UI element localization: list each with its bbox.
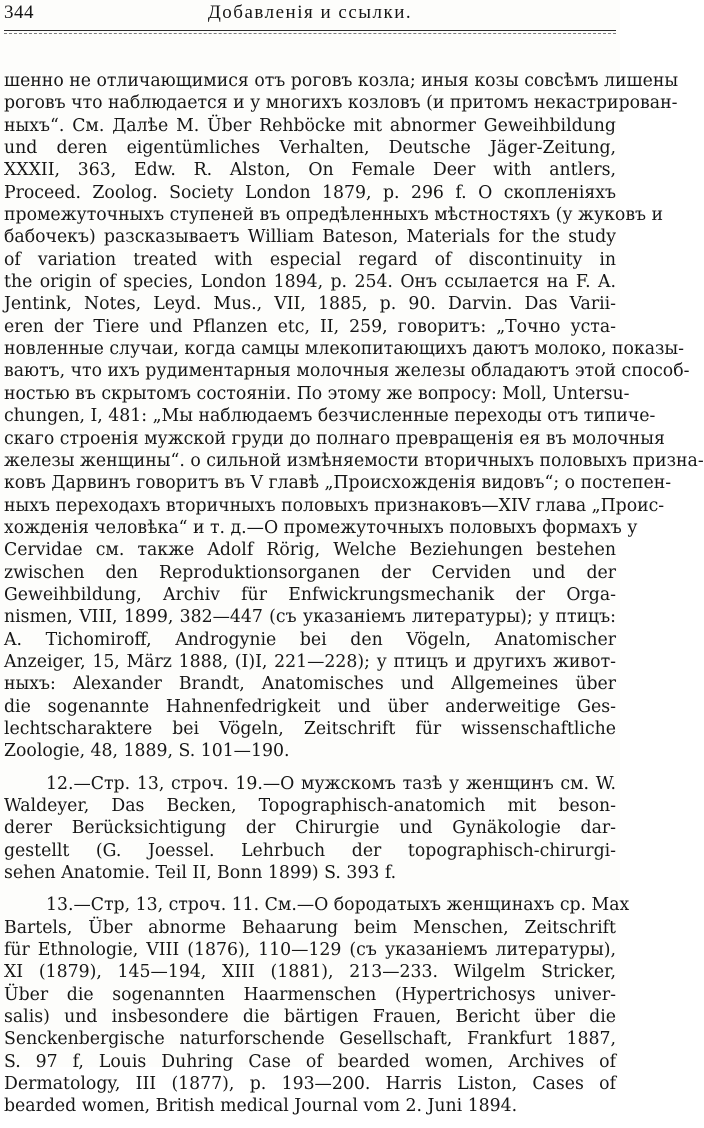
text-line: für Ethnologie, VIII (1876), 110—129 (съ указаніемъ литературы),	[4, 940, 616, 961]
header-rule-secondary	[4, 33, 616, 34]
paragraph-p2	[4, 773, 616, 885]
text-line: derer Berücksichtigung der Chirurgie und Gynäkologie dar-	[4, 818, 616, 839]
text-line: the origin of species, London 1894, p. 254. Онъ ссылается на F. A.	[4, 272, 616, 293]
text-line: Geweihbildung, Archiv für Enfwickrungsmechanik der Orga-	[4, 584, 616, 605]
text-line: Dermatology, III (1877), p. 193—200. Harris Liston, Cases of	[4, 1074, 616, 1095]
text-line: хожденія человѣка“ и т. д.—О промежуточныхъ половыхъ формахъ у	[4, 517, 638, 538]
header-rule	[4, 30, 616, 31]
text-line: ныхъ переходахъ вторичныхъ половыхъ признаковъ—XIV глава „Проис-	[4, 495, 665, 516]
text-line: Zoologie, 48, 1889, S. 101—190.	[4, 741, 290, 762]
text-line: ныхъ“. См. Далѣе M. Über Rehböcke mit abnormer Geweihbildung	[4, 115, 616, 136]
text-line: S. 97 f, Louis Duhring Case of bearded women, Archives of	[4, 1051, 616, 1072]
text-line: 13.—Стр, 13, строч. 11. См.—О бородатыхъ женщинахъ ср. Max	[46, 895, 630, 916]
text-line: Waldeyer, Das Becken, Topographisch-anatomich mit beson-	[4, 796, 616, 816]
text-line: gestellt (G. Joessel. Lehrbuch der topographisch-chirurgi-	[4, 840, 616, 861]
text-line: lechtscharaktere bei Vögeln, Zeitschrift für wissenschaftliche	[4, 718, 616, 739]
body-text	[4, 70, 704, 1128]
page-header	[4, 0, 616, 26]
text-line: Proceed. Zoolog. Society London 1879, p. 296 f. О скопленіяхъ	[4, 182, 616, 203]
text-line: железы женщины“. о сильной измѣняемости вторичныхъ половыхъ призна-	[4, 450, 704, 471]
text-line: chungen, I, 481: „Мы наблюдаемъ безчисленные переходы отъ типиче-	[4, 406, 656, 427]
text-line: eren der Tiere und Pflanzen etc, II, 259, говоритъ: „Точно уста-	[4, 316, 616, 337]
text-line: 12.—Стр. 13, строч. 19.—О мужскомъ тазѣ у женщинъ см. W.	[46, 773, 616, 794]
text-line: Senckenbergische naturforschende Gesellschaft, Frankfurt 1887,	[4, 1029, 616, 1050]
paragraph-p1	[4, 70, 704, 763]
text-line: die sogenannte Hahnenfedrigkeit und über anderweitige Ges-	[4, 696, 616, 717]
running-title: Добавленія и ссылки.	[207, 2, 413, 23]
text-line: ностью въ скрытомъ состояніи. По этому же вопросу: Moll, Untersu-	[4, 383, 630, 404]
text-line: Jentink, Notes, Leyd. Mus., VII, 1885, p. 90. Darvin. Das Varii-	[4, 294, 616, 315]
text-line: XI (1879), 145—194, XIII (1881), 213—233. Wilgelm Stricker,	[4, 962, 616, 983]
text-line: роговъ что наблюдается и у многихъ козловъ (и притомъ некастрирован-	[4, 93, 678, 114]
text-line: Bartels, Über abnorme Behaarung beim Menschen, Zeitschrift	[4, 917, 616, 938]
text-line: ваютъ, что ихъ рудиментарныя молочныя железы обладаютъ этой способ-	[4, 361, 690, 382]
text-line: A. Tichomiroff, Androgynie bei den Vögeln, Anatomischer	[4, 629, 616, 650]
text-line: скаго строенія мужской груди до полнаго превращенія ея въ молочныя	[4, 428, 665, 449]
text-line: nismen, VIII, 1899, 382—447 (съ указаніемъ литературы); у птицъ:	[4, 607, 616, 628]
text-line: of variation treated with especial regard of discontinuity in	[4, 249, 616, 270]
text-line: bearded women, British medical Journal vom 2. Juni 1894.	[4, 1096, 518, 1117]
text-line: XXXII, 363, Edw. R. Alston, On Female Deer with antlers,	[4, 160, 616, 181]
paragraph-p3	[4, 894, 630, 1117]
text-line: und deren eigentümliches Verhalten, Deutsche Jäger-Zeitung,	[4, 138, 616, 159]
text-line: ковъ Дарвинъ говоритъ въ V главѣ „Происхожденія видовъ“; о постепен-	[4, 473, 672, 494]
text-line: Cervidae см. также Adolf Rörig, Welche Beziehungen bestehen	[4, 540, 616, 561]
text-line: zwischen den Reproduktionsorganen der Cerviden und der	[4, 562, 616, 583]
text-line: промежуточныхъ ступеней въ опредѣленныхъ мѣстностяхъ (у жуковъ и	[4, 205, 664, 226]
page-number: 344	[4, 2, 34, 23]
text-line: бабочекъ) разсказываетъ William Bateson, Materials for the study	[4, 227, 616, 248]
text-line: ныхъ: Alexander Brandt, Anatomisches und Allgemeines über	[4, 674, 616, 695]
text-line: Anzeiger, 15, März 1888, (I)I, 221—228); у птицъ и другихъ живот-	[4, 651, 616, 672]
text-line: Über die sogenannten Haarmenschen (Hypertrichosys univer-	[4, 984, 616, 1005]
text-line: sehen Anatomie. Teil II, Bonn 1899) S. 393 f.	[4, 863, 397, 884]
text-line: шенно не отличающимися отъ роговъ козла; иныя козы совсѣмъ лишены	[4, 71, 679, 91]
text-line: новленные случаи, когда самцы млекопитающихъ даютъ молоко, показы-	[4, 339, 685, 360]
text-line: salis) und insbesondere die bärtigen Frauen, Bericht über die	[4, 1007, 616, 1028]
